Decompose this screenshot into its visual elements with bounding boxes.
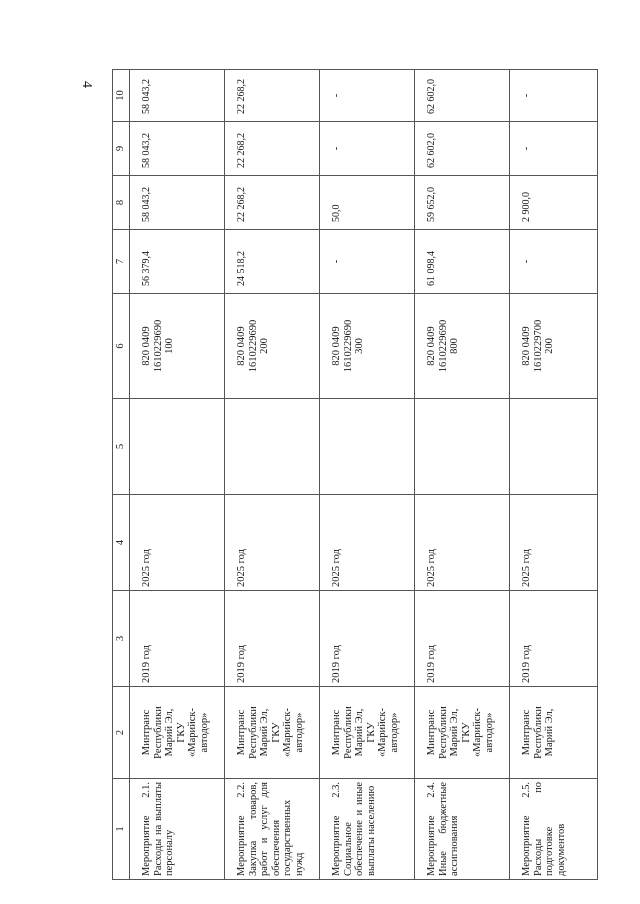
amount-cell-c8: 58 043,2 bbox=[130, 176, 225, 230]
amount-cell-c8: 2 900,0 bbox=[510, 176, 598, 230]
executor-cell-line: Минтранс bbox=[141, 709, 152, 756]
amount-cell-c7: - bbox=[510, 230, 598, 294]
budget-code-cell bbox=[225, 294, 320, 399]
executor-cell-line: Марий Эл, bbox=[544, 708, 555, 757]
budget-code-cell-line: 820 0409 bbox=[331, 326, 342, 366]
budget-code-cell-line: 1610229690 bbox=[247, 319, 259, 373]
header-col-10: 10 bbox=[113, 70, 130, 122]
table-row bbox=[225, 70, 320, 880]
amount-cell-c7: 61 098,4 bbox=[415, 230, 510, 294]
budget-code-cell-line: 800 bbox=[449, 338, 460, 354]
executor-cell-line: ГКУ bbox=[175, 722, 187, 743]
result-cell bbox=[415, 399, 510, 495]
executor-cell-line: Республики bbox=[247, 706, 259, 759]
executor-cell-line: Республики bbox=[342, 706, 354, 759]
executor-cell-line: Минтранс bbox=[426, 709, 437, 756]
result-cell bbox=[130, 399, 225, 495]
executor-cell-line: Марий Эл, bbox=[354, 708, 365, 757]
amount-cell-c10: 58 043,2 bbox=[130, 70, 225, 122]
amount-cell-c7: 56 379,4 bbox=[130, 230, 225, 294]
table-row bbox=[130, 70, 225, 880]
executor-cell-line: Марий Эл, bbox=[449, 708, 460, 757]
end-year-cell: 2025 год bbox=[225, 495, 320, 591]
end-year-cell: 2025 год bbox=[415, 495, 510, 591]
start-year-cell: 2019 год bbox=[225, 591, 320, 687]
executor-cell-line: «Марийск- bbox=[377, 708, 388, 757]
executor-cell-line: ГКУ bbox=[270, 722, 282, 743]
end-year-cell: 2025 год bbox=[130, 495, 225, 591]
header-col-7: 7 bbox=[113, 230, 130, 294]
executor-cell-line: автодор» bbox=[198, 712, 210, 753]
executor-cell bbox=[415, 687, 510, 779]
executor-cell-line: автодор» bbox=[388, 712, 400, 753]
end-year-cell: 2025 год bbox=[320, 495, 415, 591]
program-table bbox=[112, 69, 598, 880]
executor-cell bbox=[510, 687, 598, 779]
amount-cell-c9: - bbox=[510, 122, 598, 176]
budget-code-cell-line: 100 bbox=[164, 338, 175, 354]
budget-code-cell-line: 200 bbox=[259, 338, 270, 354]
amount-cell-c8: 50,0 bbox=[320, 176, 415, 230]
result-cell bbox=[510, 399, 598, 495]
budget-code-cell bbox=[510, 294, 598, 399]
header-col-5: 5 bbox=[113, 399, 130, 495]
table-body bbox=[130, 70, 598, 880]
executor-cell-line: Минтранс bbox=[236, 709, 247, 756]
amount-cell-c9: 22 268,2 bbox=[225, 122, 320, 176]
measure-name-cell: Мероприятие 2.4. Иные бюджетные ассигнования bbox=[415, 779, 510, 880]
executor-cell-line: Марий Эл, bbox=[259, 708, 270, 757]
amount-cell-c7: - bbox=[320, 230, 415, 294]
executor-cell-line: автодор» bbox=[293, 712, 305, 753]
table-row bbox=[320, 70, 415, 880]
header-col-4: 4 bbox=[113, 495, 130, 591]
budget-code-cell bbox=[415, 294, 510, 399]
result-cell bbox=[320, 399, 415, 495]
header-col-8: 8 bbox=[113, 176, 130, 230]
amount-cell-c10: - bbox=[510, 70, 598, 122]
executor-cell-line: Минтранс bbox=[331, 709, 342, 756]
result-cell bbox=[225, 399, 320, 495]
measure-name-cell: Мероприятие 2.3. Социальное обеспечение и иные выплаты населению bbox=[320, 779, 415, 880]
executor-cell bbox=[225, 687, 320, 779]
amount-cell-c9: 62 602,0 bbox=[415, 122, 510, 176]
budget-code-cell-line: 1610229690 bbox=[342, 319, 354, 373]
budget-code-cell bbox=[320, 294, 415, 399]
budget-code-cell-line: 820 0409 bbox=[426, 326, 437, 366]
executor-cell bbox=[320, 687, 415, 779]
executor-cell-line: Минтранс bbox=[521, 709, 532, 756]
header-col-1: 1 bbox=[113, 779, 130, 880]
executor-cell-line: Республики bbox=[152, 706, 164, 759]
measure-name-cell: Мероприятие 2.1. Расходы на выплаты персоналу bbox=[130, 779, 225, 880]
header-col-3: 3 bbox=[113, 591, 130, 687]
end-year-cell: 2025 год bbox=[510, 495, 598, 591]
page-number: 4 bbox=[79, 81, 94, 88]
budget-code-cell-line: 820 0409 bbox=[521, 326, 532, 366]
executor-cell-line: «Марийск- bbox=[472, 708, 483, 757]
start-year-cell: 2019 год bbox=[130, 591, 225, 687]
amount-cell-c9: 58 043,2 bbox=[130, 122, 225, 176]
start-year-cell: 2019 год bbox=[510, 591, 598, 687]
header-row bbox=[113, 70, 130, 880]
amount-cell-c8: 22 268,2 bbox=[225, 176, 320, 230]
executor-cell-line: ГКУ bbox=[460, 722, 472, 743]
executor-cell-line: автодор» bbox=[483, 712, 495, 753]
table-row bbox=[510, 70, 598, 880]
amount-cell-c10: 62 602,0 bbox=[415, 70, 510, 122]
executor-cell-line: ГКУ bbox=[365, 722, 377, 743]
executor-cell-line: «Марийск- bbox=[187, 708, 198, 757]
budget-code-cell-line: 1610229690 bbox=[437, 319, 449, 373]
measure-name-cell: Мероприятие 2.5. Расходы по подготовке документов bbox=[510, 779, 598, 880]
budget-code-cell-line: 1610229690 bbox=[152, 319, 164, 373]
executor-cell-line: Марий Эл, bbox=[164, 708, 175, 757]
amount-cell-c7: 24 518,2 bbox=[225, 230, 320, 294]
executor-cell-line: «Марийск- bbox=[282, 708, 293, 757]
budget-code-cell-line: 200 bbox=[544, 338, 555, 354]
amount-cell-c10: 22 268,2 bbox=[225, 70, 320, 122]
executor-cell-line: Республики bbox=[532, 706, 544, 759]
budget-code-cell-line: 820 0409 bbox=[141, 326, 152, 366]
amount-cell-c8: 59 652,0 bbox=[415, 176, 510, 230]
header-col-6: 6 bbox=[113, 294, 130, 399]
amount-cell-c10: - bbox=[320, 70, 415, 122]
executor-cell-line: Республики bbox=[437, 706, 449, 759]
start-year-cell: 2019 год bbox=[415, 591, 510, 687]
budget-code-cell-line: 300 bbox=[354, 338, 365, 354]
budget-code-cell bbox=[130, 294, 225, 399]
rotated-table-container bbox=[112, 70, 596, 880]
budget-code-cell-line: 820 0409 bbox=[236, 326, 247, 366]
amount-cell-c9: - bbox=[320, 122, 415, 176]
start-year-cell: 2019 год bbox=[320, 591, 415, 687]
table-row bbox=[415, 70, 510, 880]
budget-code-cell-line: 1610229700 bbox=[532, 319, 544, 373]
measure-name-cell: Мероприятие 2.2. Закупка товаров, работ и услуг для обеспечения государственных нужд bbox=[225, 779, 320, 880]
executor-cell bbox=[130, 687, 225, 779]
header-col-2: 2 bbox=[113, 687, 130, 779]
header-col-9: 9 bbox=[113, 122, 130, 176]
